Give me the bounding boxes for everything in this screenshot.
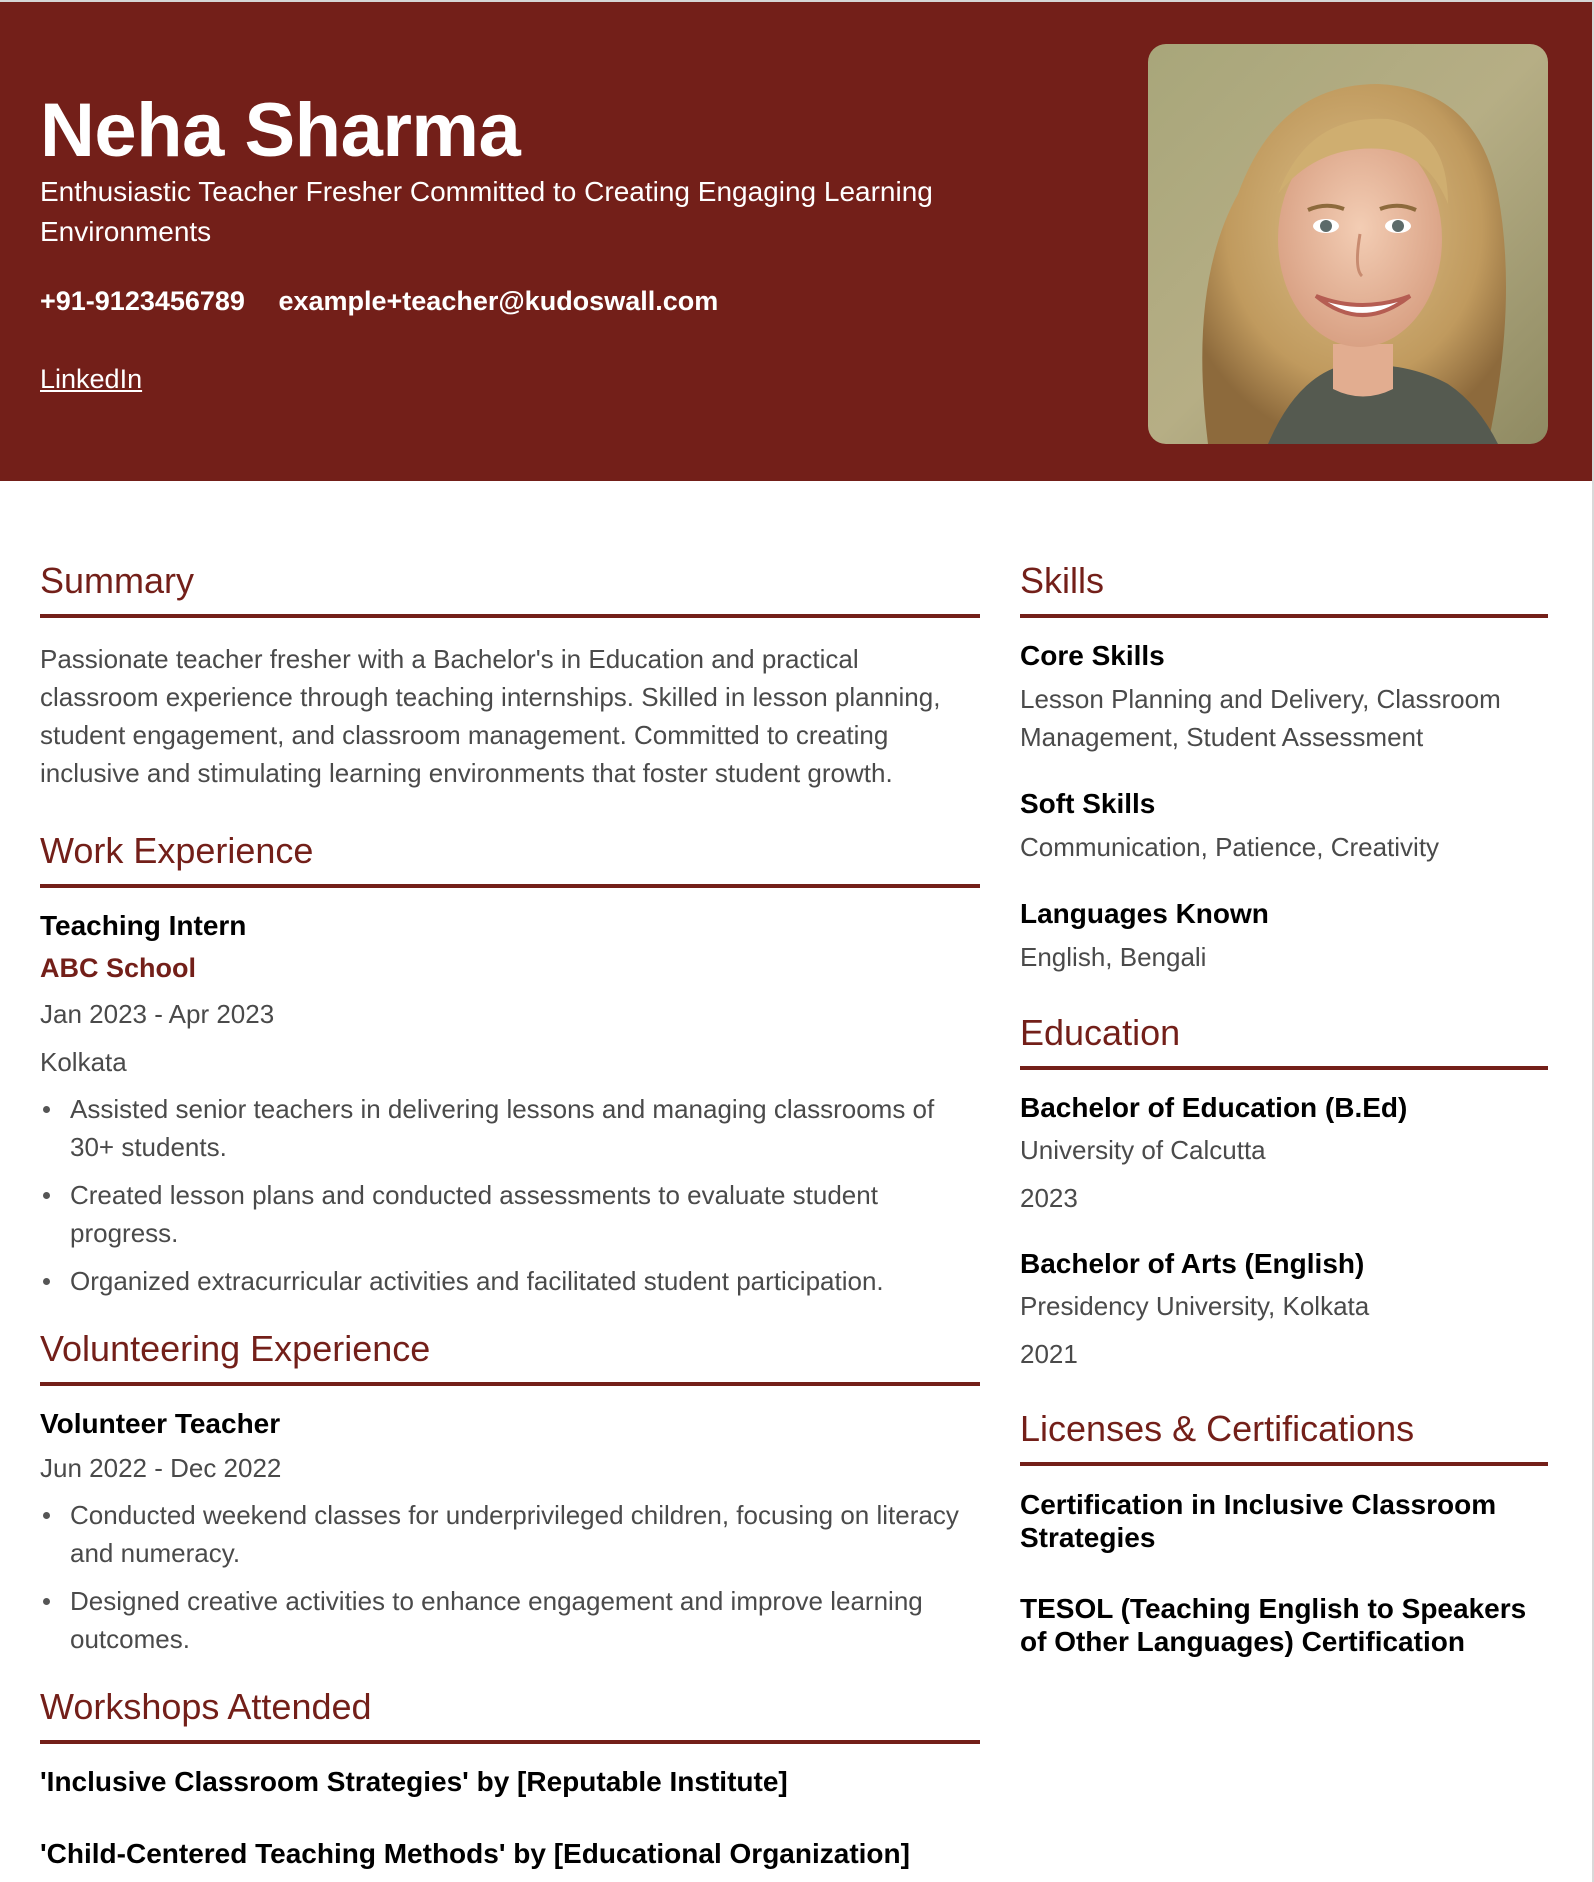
- certification-item: TESOL (Teaching English to Speakers of Other Languages) Certification: [1020, 1593, 1527, 1657]
- job-role: Teaching Intern: [40, 910, 247, 941]
- skills-section: [1020, 560, 1548, 976]
- education-item: [1020, 1246, 1548, 1372]
- job-dates: Jan 2023 - Apr 2023: [40, 999, 275, 1029]
- degree-name: Bachelor of Arts (English): [1020, 1248, 1365, 1279]
- education-heading: Education: [1020, 1012, 1548, 1070]
- certifications-section: [1020, 1408, 1548, 1658]
- skill-group-value: Lesson Planning and Delivery, Classroom Management, Student Assessment: [1020, 684, 1501, 752]
- skill-group: [1020, 896, 1548, 976]
- summary-heading: Summary: [40, 560, 980, 618]
- volunteering-section: [40, 1328, 980, 1658]
- contact-line: [40, 286, 744, 317]
- education-section: [1020, 1012, 1548, 1372]
- skill-group: [1020, 786, 1548, 866]
- workshops-heading: Workshops Attended: [40, 1686, 980, 1744]
- list-item: Conducted weekend classes for underprivileged children, focusing on literacy and numeracy.: [40, 1496, 980, 1572]
- list-item: Organized extracurricular activities and facilitated student participation.: [40, 1262, 980, 1300]
- phone-number: +91-9123456789: [40, 286, 245, 316]
- skill-group-name: Soft Skills: [1020, 788, 1156, 819]
- skill-group-name: Languages Known: [1020, 898, 1269, 929]
- candidate-name: Neha Sharma: [40, 88, 521, 173]
- volunteer-bullets: [40, 1496, 980, 1658]
- education-item: [1020, 1090, 1548, 1216]
- work-item: [40, 908, 980, 1300]
- workshop-item: 'Inclusive Classroom Strategies' by [Reputable Institute]: [40, 1766, 788, 1797]
- skills-heading: Skills: [1020, 560, 1548, 618]
- email-address[interactable]: example+teacher@kudoswall.com: [278, 286, 719, 316]
- list-item: Assisted senior teachers in delivering lessons and managing classrooms of 30+ students.: [40, 1090, 980, 1166]
- school-name: Presidency University, Kolkata: [1020, 1291, 1370, 1321]
- employer-name: ABC School: [40, 953, 197, 983]
- skill-group-value: Communication, Patience, Creativity: [1020, 832, 1440, 862]
- job-bullets: [40, 1090, 980, 1300]
- list-item: Created lesson plans and conducted assessments to evaluate student progress.: [40, 1176, 980, 1252]
- certifications-heading: Licenses & Certifications: [1020, 1408, 1548, 1466]
- linkedin-link[interactable]: LinkedIn: [40, 364, 143, 394]
- volunteer-role: Volunteer Teacher: [40, 1408, 281, 1439]
- workshop-item: 'Child-Centered Teaching Methods' by [Educational Organization]: [40, 1838, 910, 1869]
- summary-section: [40, 560, 980, 792]
- school-name: University of Calcutta: [1020, 1135, 1266, 1165]
- certification-item: Certification in Inclusive Classroom Strategies: [1020, 1489, 1497, 1553]
- skill-group-value: English, Bengali: [1020, 942, 1207, 972]
- right-column: [1020, 560, 1548, 1658]
- job-location: Kolkata: [40, 1047, 127, 1077]
- work-experience-section: [40, 830, 980, 1300]
- profile-photo: [1148, 44, 1548, 444]
- resume-header: [0, 0, 1592, 481]
- workshops-section: [40, 1686, 980, 1872]
- left-column: [40, 560, 980, 1872]
- list-item: Designed creative activities to enhance engagement and improve learning outcomes.: [40, 1582, 980, 1658]
- skill-group-name: Core Skills: [1020, 640, 1165, 671]
- degree-name: Bachelor of Education (B.Ed): [1020, 1092, 1408, 1123]
- graduation-year: 2023: [1020, 1183, 1078, 1213]
- work-experience-heading: Work Experience: [40, 830, 980, 888]
- graduation-year: 2021: [1020, 1339, 1078, 1369]
- volunteering-heading: Volunteering Experience: [40, 1328, 980, 1386]
- volunteer-item: [40, 1406, 980, 1658]
- summary-text: Passionate teacher fresher with a Bachelor's in Education and practical classroom experience through teaching internships. Skilled in lesson planning, student engagement, and classroom management. Committed to creating inclusive and stimulating learning environments that foster student growth.: [40, 644, 941, 788]
- skill-group: [1020, 638, 1548, 756]
- candidate-headline: Enthusiastic Teacher Fresher Committed to Creating Engaging Learning Environments: [40, 176, 933, 247]
- volunteer-dates: Jun 2022 - Dec 2022: [40, 1453, 282, 1483]
